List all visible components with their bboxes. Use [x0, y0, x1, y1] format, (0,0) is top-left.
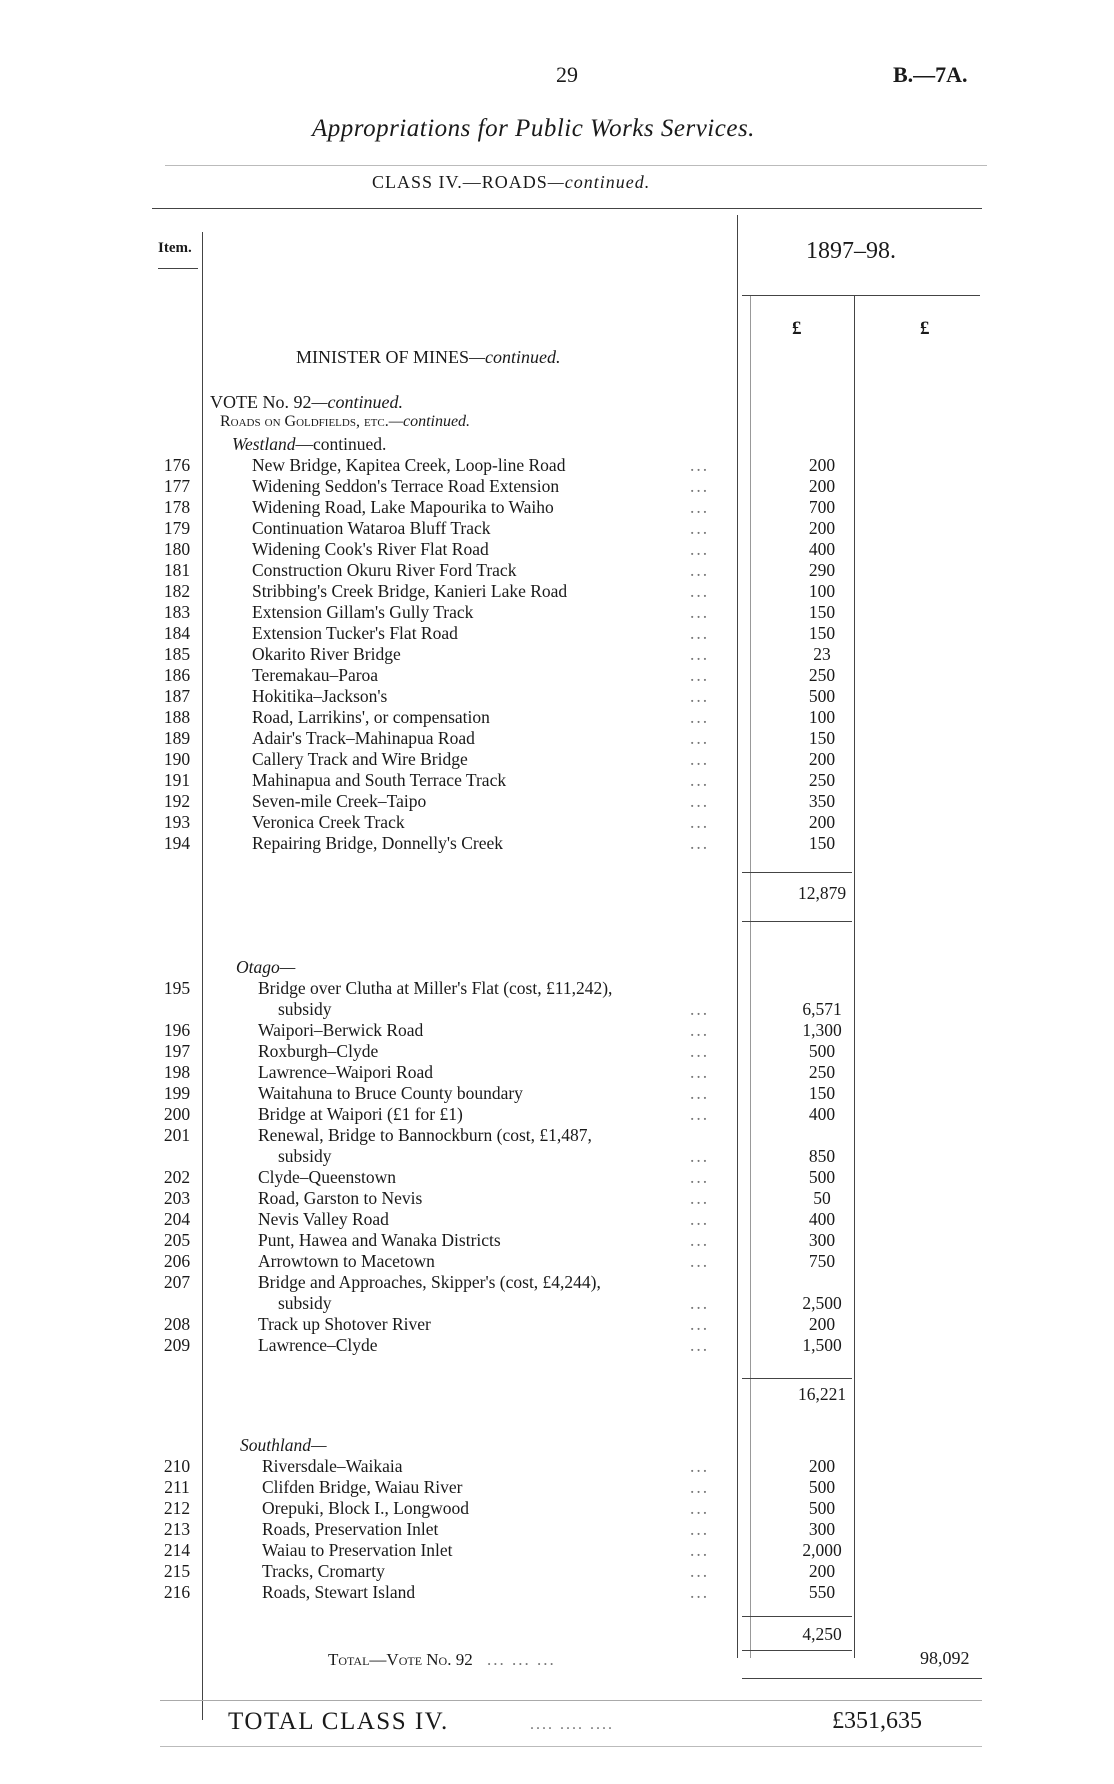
- item-number: 184: [163, 623, 191, 643]
- leader-dots: ...: [690, 1041, 710, 1061]
- leader-dots: .... .... ....: [530, 1716, 614, 1733]
- divider: [158, 268, 198, 269]
- divider: [152, 208, 982, 209]
- item-amount: 700: [808, 497, 836, 517]
- item-description: Okarito River Bridge: [252, 644, 401, 664]
- item-number: 203: [163, 1188, 191, 1208]
- leader-dots: ...: [690, 602, 710, 622]
- item-amount: 1,500: [802, 1335, 842, 1355]
- item-amount: 100: [808, 581, 836, 601]
- item-description: Bridge and Approaches, Skipper's (cost, £4,244),: [258, 1272, 601, 1292]
- item-amount: 500: [808, 1477, 836, 1497]
- southland-heading-text: Southland: [240, 1435, 311, 1455]
- item-number: 176: [163, 455, 191, 475]
- table-row: [0, 581, 1000, 602]
- item-number: 213: [163, 1519, 191, 1539]
- item-amount: 50: [813, 1188, 831, 1208]
- item-number: 204: [163, 1209, 191, 1229]
- table-row: [0, 728, 1000, 749]
- item-number: 197: [163, 1041, 191, 1061]
- item-description: Clyde–Queenstown: [258, 1167, 397, 1187]
- item-amount: 500: [808, 1167, 836, 1187]
- table-row: [0, 455, 1000, 476]
- item-amount: 290: [808, 560, 836, 580]
- item-description: Roads, Stewart Island: [262, 1582, 416, 1602]
- item-number: 182: [163, 581, 191, 601]
- table-row: [0, 1540, 1000, 1561]
- item-amount: 150: [808, 728, 836, 748]
- item-number: 209: [163, 1335, 191, 1355]
- leader-dots: ...: [690, 686, 710, 706]
- item-amount: 150: [808, 623, 836, 643]
- pound-header-2: £: [920, 318, 930, 339]
- table-row: [0, 812, 1000, 833]
- item-amount: 400: [808, 1209, 836, 1229]
- vote-total-label: Total—Vote No. 92 ... ... ...: [328, 1650, 556, 1669]
- westland-heading: [232, 434, 386, 455]
- leader-dots: ...: [690, 833, 710, 853]
- item-amount: 6,571: [802, 999, 842, 1019]
- item-description: Bridge over Clutha at Miller's Flat (cost, £11,242),: [258, 978, 613, 998]
- leader-dots: ...: [690, 728, 710, 748]
- table-row: [0, 1519, 1000, 1540]
- item-number: 193: [163, 812, 191, 832]
- table-row: [0, 1561, 1000, 1582]
- item-description: Lawrence–Clyde: [258, 1335, 378, 1355]
- item-description: Roads, Preservation Inlet: [262, 1519, 439, 1539]
- item-amount: 200: [808, 1456, 836, 1476]
- leader-dots: ...: [690, 1314, 710, 1334]
- leader-dots: ...: [690, 1020, 710, 1040]
- item-number: 212: [163, 1498, 191, 1518]
- class-total-amount: £351,635: [832, 1708, 922, 1734]
- column-rule: [737, 215, 738, 1658]
- vote-text: VOTE No. 92: [210, 392, 312, 412]
- item-number: 180: [163, 539, 191, 559]
- minister-text: MINISTER OF MINES: [296, 347, 470, 367]
- vote-heading: [210, 392, 403, 413]
- item-number: 199: [163, 1083, 191, 1103]
- item-amount: 550: [808, 1582, 836, 1602]
- item-description: Mahinapua and South Terrace Track: [252, 770, 507, 790]
- table-row: [0, 978, 1000, 999]
- table-row: [0, 1251, 1000, 1272]
- table-row: [0, 1272, 1000, 1293]
- leader-dots: ...: [690, 455, 710, 475]
- table-row-continuation: [0, 1146, 1000, 1167]
- table-row: [0, 1582, 1000, 1603]
- item-number: 202: [163, 1167, 191, 1187]
- subtotal-rule: [742, 921, 852, 922]
- table-row: [0, 791, 1000, 812]
- table-row: [0, 1314, 1000, 1335]
- table-row: [0, 1498, 1000, 1519]
- table-row: [0, 644, 1000, 665]
- item-number: 208: [163, 1314, 191, 1334]
- item-description: Track up Shotover River: [258, 1314, 431, 1334]
- leader-dots: ...: [690, 1188, 710, 1208]
- item-description: Tracks, Cromarty: [262, 1561, 385, 1581]
- leader-dots: ...: [690, 1146, 710, 1166]
- item-amount: 250: [808, 770, 836, 790]
- leader-dots: ...: [690, 581, 710, 601]
- item-amount: 850: [808, 1146, 836, 1166]
- item-number: 216: [163, 1582, 191, 1602]
- table-row: [0, 623, 1000, 644]
- table-row: [0, 1335, 1000, 1356]
- minister-cont: —continued.: [469, 347, 561, 367]
- leader-dots: ...: [690, 1209, 710, 1229]
- leader-dots: ...: [690, 476, 710, 496]
- table-row: [0, 539, 1000, 560]
- item-description: Punt, Hawea and Wanaka Districts: [258, 1230, 501, 1250]
- item-number: 179: [163, 518, 191, 538]
- item-description: Adair's Track–Mahinapua Road: [252, 728, 475, 748]
- table-row: [0, 1041, 1000, 1062]
- leader-dots: ...: [690, 1582, 710, 1602]
- document-reference: B.—7A.: [893, 62, 968, 87]
- page-number: 29: [556, 62, 578, 87]
- item-amount: 200: [808, 476, 836, 496]
- minister-heading: [296, 347, 561, 368]
- leader-dots: ...: [690, 539, 710, 559]
- item-description: Stribbing's Creek Bridge, Kanieri Lake Road: [252, 581, 568, 601]
- table-row: [0, 686, 1000, 707]
- table-row: [0, 1188, 1000, 1209]
- westland-heading-cont: —continued.: [295, 434, 387, 454]
- leader-dots: ...: [690, 623, 710, 643]
- class-heading-cont: —continued.: [547, 172, 651, 192]
- item-number: 194: [163, 833, 191, 853]
- item-amount: 350: [808, 791, 836, 811]
- item-number: 178: [163, 497, 191, 517]
- item-description: Waiau to Preservation Inlet: [262, 1540, 453, 1560]
- leader-dots: ...: [690, 1498, 710, 1518]
- subtotal-rule: [742, 1378, 852, 1379]
- item-number: 189: [163, 728, 191, 748]
- item-number: 200: [163, 1104, 191, 1124]
- item-amount: 150: [808, 1083, 836, 1103]
- subtotal-rule: [742, 872, 852, 873]
- leader-dots: ...: [690, 1230, 710, 1250]
- leader-dots: ...: [690, 812, 710, 832]
- southland-heading: Southland—: [240, 1435, 327, 1455]
- item-number: 185: [163, 644, 191, 664]
- item-description-continued: subsidy: [278, 999, 332, 1019]
- leader-dots: ...: [690, 1251, 710, 1271]
- table-row: [0, 749, 1000, 770]
- table-row: [0, 1456, 1000, 1477]
- item-amount: 500: [808, 686, 836, 706]
- item-description: Widening Cook's River Flat Road: [252, 539, 489, 559]
- divider: [742, 1678, 982, 1679]
- item-description: Hokitika–Jackson's: [252, 686, 388, 706]
- item-number: 188: [163, 707, 191, 727]
- subhead-cont: —continued.: [388, 413, 471, 430]
- table-row: [0, 1062, 1000, 1083]
- item-amount: 200: [808, 812, 836, 832]
- southland-subtotal: 4,250: [802, 1624, 842, 1644]
- otago-heading-text: Otago: [236, 957, 280, 977]
- item-amount: 2,000: [802, 1540, 842, 1560]
- pound-header-1: £: [792, 318, 802, 339]
- item-number: 195: [163, 978, 191, 998]
- item-description: Nevis Valley Road: [258, 1209, 389, 1229]
- table-row: [0, 476, 1000, 497]
- subtotal-rule: [742, 1616, 852, 1617]
- item-description: Widening Road, Lake Mapourika to Waiho: [252, 497, 554, 517]
- westland-subtotal: 12,879: [797, 883, 847, 903]
- item-description: Widening Seddon's Terrace Road Extension: [252, 476, 560, 496]
- item-number: 183: [163, 602, 191, 622]
- item-amount: 200: [808, 749, 836, 769]
- item-number: 177: [163, 476, 191, 496]
- item-number: 210: [163, 1456, 191, 1476]
- col-item-header: Item.: [158, 240, 192, 256]
- item-description: Construction Okuru River Ford Track: [252, 560, 517, 580]
- divider: [160, 1746, 982, 1747]
- leader-dots: ...: [690, 518, 710, 538]
- leader-dots: ...: [690, 497, 710, 517]
- item-description: Riversdale–Waikaia: [262, 1456, 403, 1476]
- leader-dots: ...: [690, 1519, 710, 1539]
- item-number: 191: [163, 770, 191, 790]
- item-number: 187: [163, 686, 191, 706]
- item-description: Waitahuna to Bruce County boundary: [258, 1083, 523, 1103]
- leader-dots: ...: [690, 1083, 710, 1103]
- divider: [160, 1700, 982, 1701]
- item-description: Arrowtown to Macetown: [258, 1251, 435, 1271]
- table-row: [0, 1020, 1000, 1041]
- leader-dots: ...: [690, 1540, 710, 1560]
- item-amount: 250: [808, 665, 836, 685]
- item-amount: 200: [808, 1561, 836, 1581]
- item-description: Road, Larrikins', or compensation: [252, 707, 490, 727]
- item-number: 190: [163, 749, 191, 769]
- item-description: Bridge at Waipori (£1 for £1): [258, 1104, 463, 1124]
- item-number: 215: [163, 1561, 191, 1581]
- item-description: Repairing Bridge, Donnelly's Creek: [252, 833, 504, 853]
- vote-total-amount: 98,092: [920, 1648, 970, 1668]
- table-row-continuation: [0, 999, 1000, 1020]
- item-number: 205: [163, 1230, 191, 1250]
- leader-dots: ...: [690, 749, 710, 769]
- item-description: Roxburgh–Clyde: [258, 1041, 379, 1061]
- leader-dots: ...: [690, 1477, 710, 1497]
- table-row: [0, 1167, 1000, 1188]
- leader-dots: ...: [690, 1062, 710, 1082]
- leader-dots: ...: [690, 665, 710, 685]
- item-number: 198: [163, 1062, 191, 1082]
- item-number: 196: [163, 1020, 191, 1040]
- item-amount: 150: [808, 602, 836, 622]
- table-row: [0, 1209, 1000, 1230]
- item-description: New Bridge, Kapitea Creek, Loop-line Road: [252, 455, 566, 475]
- table-row: [0, 1083, 1000, 1104]
- item-amount: 150: [808, 833, 836, 853]
- table-row: [0, 1104, 1000, 1125]
- item-amount: 400: [808, 1104, 836, 1124]
- item-description: Waipori–Berwick Road: [258, 1020, 424, 1040]
- item-description: Teremakau–Paroa: [252, 665, 379, 685]
- item-amount: 250: [808, 1062, 836, 1082]
- leader-dots: ...: [690, 1167, 710, 1187]
- item-number: 211: [164, 1477, 190, 1497]
- leader-dots: ...: [690, 1104, 710, 1124]
- leader-dots: ...: [690, 999, 710, 1019]
- class-heading-text: CLASS IV.—ROADS: [372, 172, 548, 192]
- table-row: [0, 602, 1000, 623]
- subhead-text: Roads on Goldfields, etc.: [220, 413, 389, 430]
- leader-dots: ...: [690, 644, 710, 664]
- item-description-continued: subsidy: [278, 1146, 332, 1166]
- item-amount: 2,500: [802, 1293, 842, 1313]
- item-number: 192: [163, 791, 191, 811]
- class-heading: [372, 172, 650, 193]
- page-title: Appropriations for Public Works Services.: [312, 115, 755, 142]
- table-row: [0, 1477, 1000, 1498]
- item-amount: 100: [808, 707, 836, 727]
- item-description: Extension Gillam's Gully Track: [252, 602, 474, 622]
- table-row: [0, 833, 1000, 854]
- table-row: [0, 560, 1000, 581]
- item-amount: 200: [808, 518, 836, 538]
- item-amount: 400: [808, 539, 836, 559]
- leader-dots: ...: [690, 707, 710, 727]
- item-number: 207: [163, 1272, 191, 1292]
- item-amount: 200: [808, 455, 836, 475]
- leader-dots: ...: [690, 1456, 710, 1476]
- class-total-label: TOTAL CLASS IV.: [228, 1708, 449, 1735]
- item-description: Extension Tucker's Flat Road: [252, 623, 458, 643]
- leader-dots: ...: [690, 560, 710, 580]
- item-description: Callery Track and Wire Bridge: [252, 749, 468, 769]
- leader-dots: ...: [690, 770, 710, 790]
- item-description: Orepuki, Block I., Longwood: [262, 1498, 470, 1518]
- item-amount: 200: [808, 1314, 836, 1334]
- vote-cont: —continued.: [311, 392, 403, 412]
- leader-dots: ...: [690, 1335, 710, 1355]
- item-number: 186: [163, 665, 191, 685]
- item-description: Seven-mile Creek–Taipo: [252, 791, 427, 811]
- otago-heading: Otago—: [236, 957, 296, 977]
- year-header: 1897–98.: [806, 238, 896, 264]
- divider: [742, 295, 980, 296]
- table-row: [0, 497, 1000, 518]
- table-row: [0, 665, 1000, 686]
- item-amount: 750: [808, 1251, 836, 1271]
- item-description: Continuation Wataroa Bluff Track: [252, 518, 491, 538]
- item-amount: 1,300: [802, 1020, 842, 1040]
- item-amount: 300: [808, 1230, 836, 1250]
- divider: [165, 165, 987, 166]
- item-description: Renewal, Bridge to Bannockburn (cost, £1,487,: [258, 1125, 592, 1145]
- subtotal-rule: [742, 1650, 852, 1651]
- item-description: Clifden Bridge, Waiau River: [262, 1477, 463, 1497]
- item-amount: 500: [808, 1498, 836, 1518]
- otago-subtotal: 16,221: [797, 1384, 847, 1404]
- item-number: 206: [163, 1251, 191, 1271]
- item-number: 201: [163, 1125, 191, 1145]
- vote-total-text: Total—Vote No. 92: [328, 1650, 473, 1669]
- item-amount: 23: [813, 644, 831, 664]
- table-row: [0, 770, 1000, 791]
- item-description-continued: subsidy: [278, 1293, 332, 1313]
- item-description: Veronica Creek Track: [252, 812, 405, 832]
- item-number: 214: [163, 1540, 191, 1560]
- table-row: [0, 518, 1000, 539]
- westland-heading-text: Westland: [232, 434, 296, 454]
- item-amount: 300: [808, 1519, 836, 1539]
- item-description: Lawrence–Waipori Road: [258, 1062, 433, 1082]
- table-row: [0, 1125, 1000, 1146]
- leader-dots: ...: [690, 1561, 710, 1581]
- item-number: 181: [163, 560, 191, 580]
- table-row-continuation: [0, 1293, 1000, 1314]
- leader-dots: ...: [690, 791, 710, 811]
- table-row: [0, 1230, 1000, 1251]
- item-description: Road, Garston to Nevis: [258, 1188, 423, 1208]
- table-row: [0, 707, 1000, 728]
- subhead: [220, 413, 470, 431]
- leader-dots: ...: [690, 1293, 710, 1313]
- item-amount: 500: [808, 1041, 836, 1061]
